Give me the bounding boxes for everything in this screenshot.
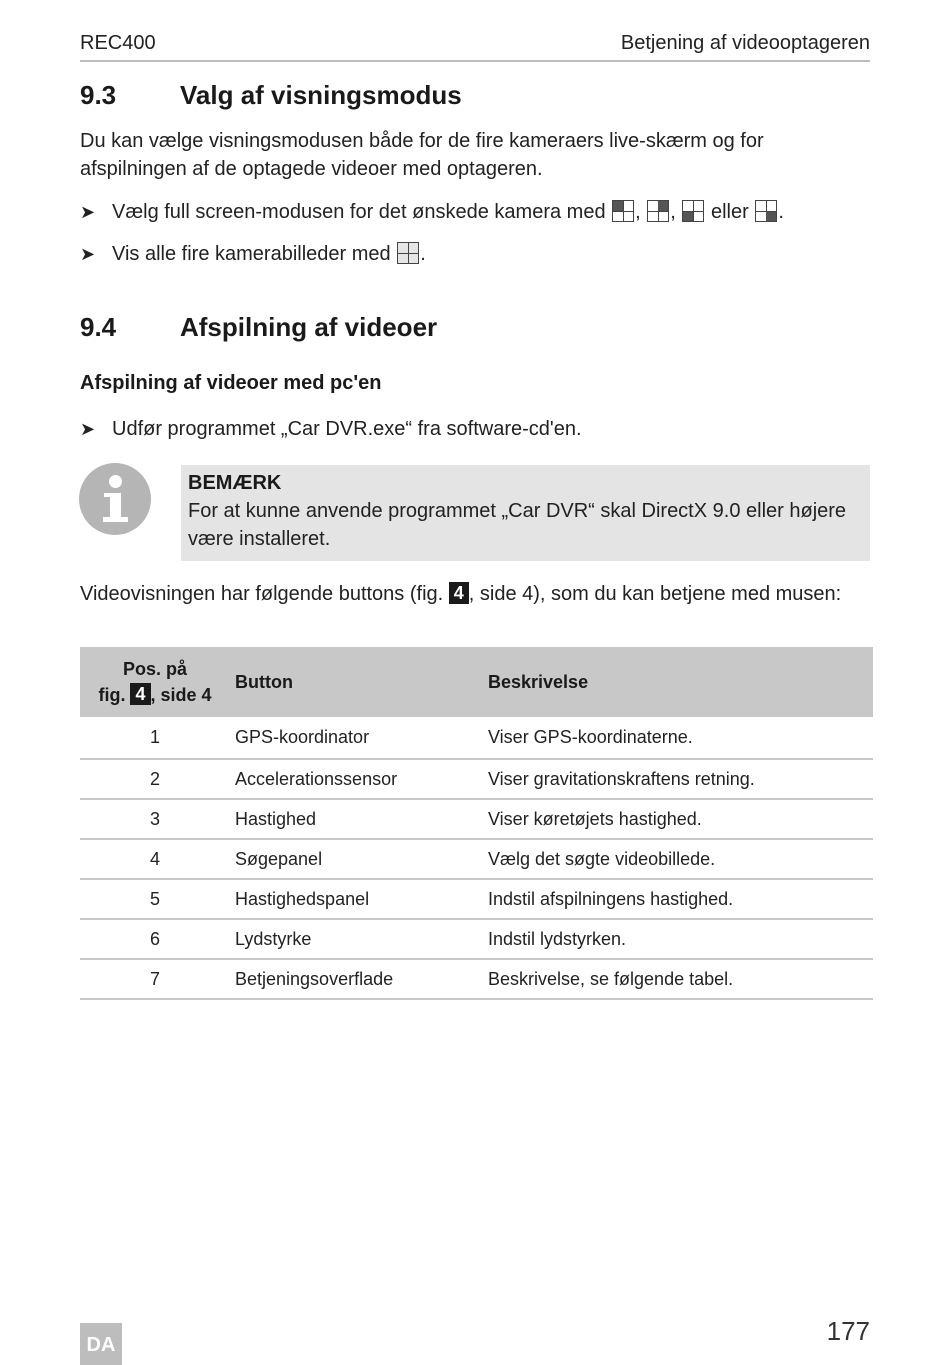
cell-position: 4	[80, 839, 230, 879]
section-heading-9-4	[80, 312, 437, 343]
language-tab: DA	[80, 1323, 122, 1365]
cell-position: 7	[80, 959, 230, 999]
instruction-step	[80, 415, 870, 443]
header-pos-suffix: , side 4	[150, 685, 212, 705]
subheading: Afspilning af videoer med pc'en	[80, 372, 382, 394]
camera-2-view-icon	[647, 200, 669, 222]
cell-button: Lydstyrke	[230, 919, 488, 959]
table-row	[80, 759, 873, 799]
cell-position: 6	[80, 919, 230, 959]
header-chapter: Betjening af videooptageren	[620, 32, 870, 54]
section-heading-9-3	[80, 80, 462, 111]
table-row	[80, 839, 873, 879]
header-button: Button	[230, 647, 488, 717]
cell-description: Indstil lydstyrken.	[488, 919, 873, 959]
step-text: Vælg full screen-modusen for det ønskede kamera med	[112, 201, 606, 223]
cell-button: Hastighed	[230, 799, 488, 839]
buttons-table	[80, 647, 873, 1000]
figure-reference: 4	[130, 683, 150, 705]
cell-position: 2	[80, 759, 230, 799]
arrow-bullet-icon: ➤	[80, 419, 96, 439]
section-number: 9.4	[80, 312, 117, 342]
cell-description: Viser køretøjets hastighed.	[488, 799, 873, 839]
info-icon	[79, 463, 151, 535]
page-number: 177	[826, 1316, 870, 1346]
cell-position: 5	[80, 879, 230, 919]
note-box	[181, 465, 870, 561]
paragraph-text: , side 4), som du kan betjene med musen:	[468, 583, 842, 605]
cell-button: Søgepanel	[230, 839, 488, 879]
header-pos-line1: Pos. på	[122, 659, 188, 679]
table-header-row	[80, 647, 873, 717]
table-row	[80, 959, 873, 999]
table-row	[80, 919, 873, 959]
or-word: eller	[710, 201, 749, 223]
note-title: BEMÆRK	[188, 472, 282, 494]
header-position	[80, 647, 230, 717]
separator: ,	[670, 201, 676, 223]
section-title: Afspilning af videoer	[180, 312, 438, 342]
cell-button: Betjeningsoverflade	[230, 959, 488, 999]
camera-3-view-icon	[682, 200, 704, 222]
table-row	[80, 799, 873, 839]
separator: ,	[635, 201, 641, 223]
header-model: REC400	[80, 32, 156, 54]
table-row	[80, 879, 873, 919]
note-text: For at kunne anvende programmet „Car DVR“ skal DirectX 9.0 eller højere være installeret.	[188, 500, 847, 550]
arrow-bullet-icon: ➤	[80, 244, 96, 264]
camera-4-view-icon	[755, 200, 777, 222]
cell-button: GPS-koordinator	[230, 717, 488, 759]
step-text: Vis alle fire kamerabilleder med	[112, 243, 391, 265]
arrow-bullet-icon: ➤	[80, 202, 96, 222]
cell-button: Accelerationssensor	[230, 759, 488, 799]
instruction-step	[80, 198, 870, 226]
paragraph-text: Videovisningen har følgende buttons (fig.	[80, 583, 444, 605]
camera-1-view-icon	[612, 200, 634, 222]
cell-description: Viser gravitationskraftens retning.	[488, 759, 873, 799]
header-pos-prefix: fig.	[98, 685, 126, 705]
intro-paragraph: Du kan vælge visningsmodusen både for de fire kameraers live-skærm og for afspilningen af de optagede videoer med optageren.	[80, 130, 764, 180]
cell-description: Viser GPS-koordinaterne.	[488, 717, 873, 759]
video-paragraph	[80, 580, 870, 608]
instruction-step	[80, 240, 870, 268]
cell-description: Vælg det søgte videobillede.	[488, 839, 873, 879]
cell-position: 3	[80, 799, 230, 839]
section-number: 9.3	[80, 80, 117, 110]
cell-description: Indstil afspilningens hastighed.	[488, 879, 873, 919]
period: .	[778, 201, 784, 223]
period: .	[420, 243, 426, 265]
header-description: Beskrivelse	[488, 647, 873, 717]
cell-description: Beskrivelse, se følgende tabel.	[488, 959, 873, 999]
figure-reference: 4	[449, 582, 469, 604]
cell-position: 1	[80, 717, 230, 759]
section-title: Valg af visningsmodus	[180, 80, 462, 110]
page-header	[80, 30, 870, 62]
all-cameras-view-icon	[397, 242, 419, 264]
cell-button: Hastighedspanel	[230, 879, 488, 919]
table-row	[80, 717, 873, 759]
step-text: Udfør programmet „Car DVR.exe“ fra software-cd'en.	[112, 418, 582, 440]
